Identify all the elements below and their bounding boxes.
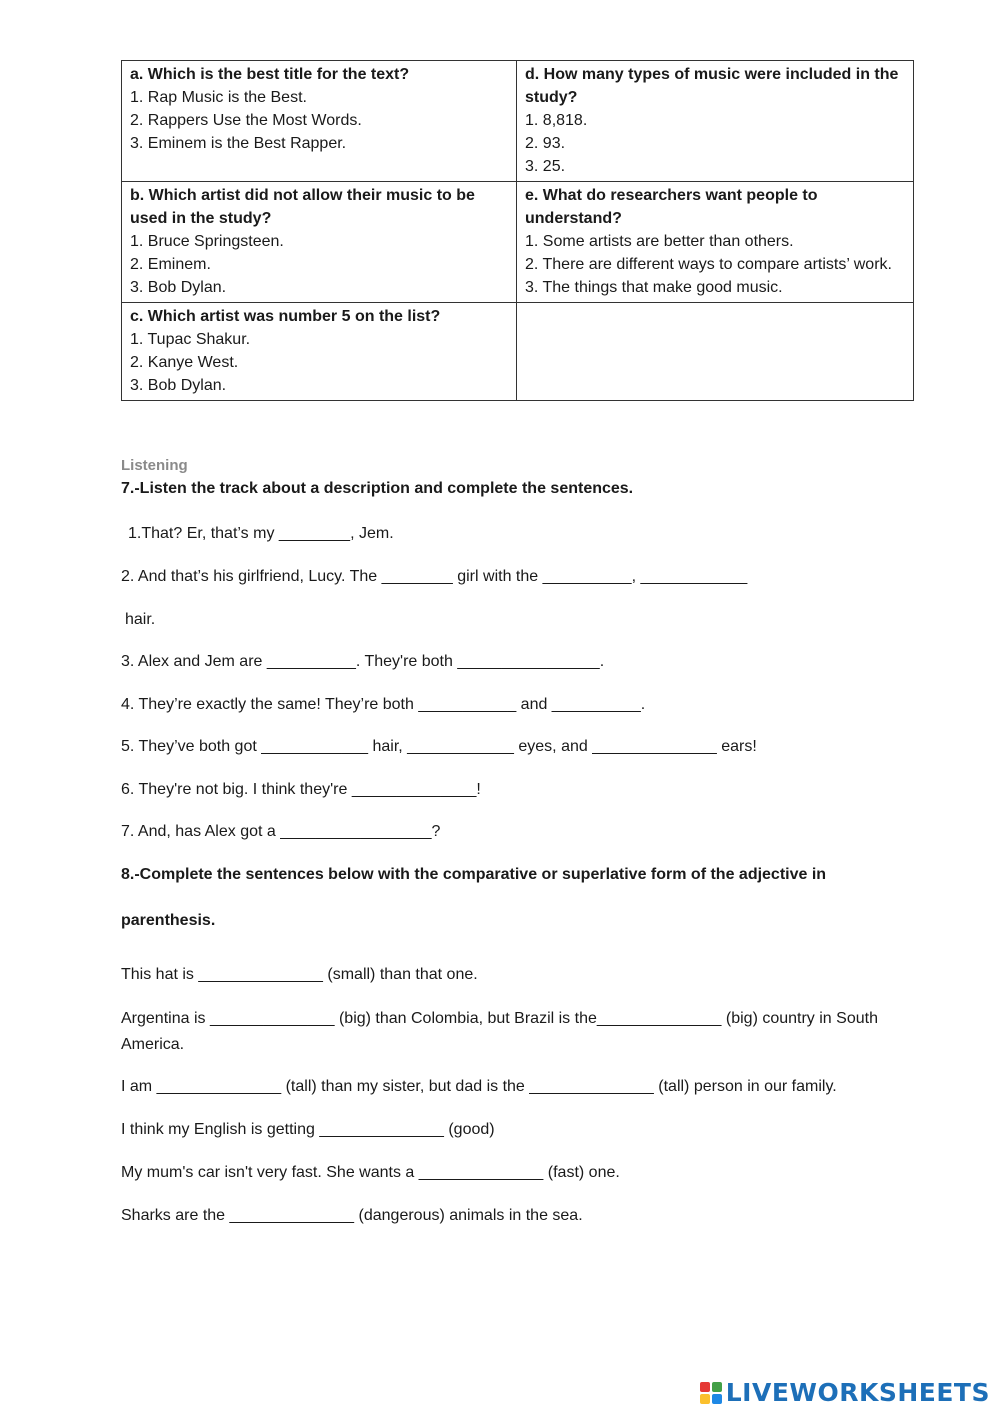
question-b-option-3: 3. Bob Dylan.: [130, 279, 227, 296]
exercise-8-instruction-continued: parenthesis.: [121, 912, 216, 929]
question-c-option-1: 1. Tupac Shakur.: [130, 331, 251, 348]
question-a-option-3: 3. Eminem is the Best Rapper.: [130, 135, 347, 152]
question-e-option-3: 3. The things that make good music.: [525, 279, 783, 296]
liveworksheets-logo-icon: [700, 1382, 722, 1404]
grammar-sentence-6: Sharks are the ______________ (dangerous) animals in the sea.: [121, 1207, 583, 1224]
grammar-sentence-5: My mum's car isn't very fast. She wants a ______________ (fast) one.: [121, 1164, 620, 1181]
question-e-cell: [517, 182, 914, 303]
listening-sentence-2-continued: hair.: [125, 611, 156, 628]
question-d: d. How many types of music were included in the study?: [525, 66, 899, 106]
grammar-sentence-1: This hat is ______________ (small) than that one.: [121, 966, 478, 983]
table-row: [122, 61, 914, 182]
grammar-sentence-3: I am ______________ (tall) than my sister, but dad is the ______________ (tall) person in our family.: [121, 1078, 837, 1095]
logo-text: LIVEWORKSHEETS: [725, 1378, 990, 1407]
listening-sentence-5: 5. They’ve both got ____________ hair, ____________ eyes, and ______________ ears!: [121, 738, 757, 755]
question-a: a. Which is the best title for the text?: [130, 66, 410, 83]
table-row: [122, 303, 914, 401]
grammar-sentence-4: I think my English is getting ______________ (good): [121, 1121, 495, 1138]
question-a-option-1: 1. Rap Music is the Best.: [130, 89, 307, 106]
question-d-option-3: 3. 25.: [525, 158, 566, 175]
reading-questions-table: [121, 60, 914, 401]
question-d-cell: [517, 61, 914, 182]
listening-sentence-7: 7. And, has Alex got a _________________?: [121, 823, 441, 840]
table-row: [122, 182, 914, 303]
question-c-option-2: 2. Kanye West.: [130, 354, 239, 371]
question-b-option-1: 1. Bruce Springsteen.: [130, 233, 284, 250]
listening-heading: Listening: [121, 457, 188, 474]
question-d-option-1: 1. 8,818.: [525, 112, 588, 129]
question-c: c. Which artist was number 5 on the list?: [130, 308, 441, 325]
exercise-7-instruction: 7.-Listen the track about a description and complete the sentences.: [121, 480, 634, 497]
question-e: e. What do researchers want people to understand?: [525, 187, 818, 227]
question-a-cell: [122, 61, 517, 182]
question-b-cell: [122, 182, 517, 303]
listening-sentence-3: 3. Alex and Jem are __________. They're both ________________.: [121, 653, 605, 670]
question-c-option-3: 3. Bob Dylan.: [130, 377, 227, 394]
grammar-sentence-2: Argentina is ______________ (big) than Colombia, but Brazil is the______________ (big) country in South America.: [121, 1010, 878, 1053]
listening-sentence-4: 4. They’re exactly the same! They’re both ___________ and __________.: [121, 696, 646, 713]
question-b: b. Which artist did not allow their music to be used in the study?: [130, 187, 475, 227]
empty-cell: [517, 303, 914, 401]
question-c-cell: [122, 303, 517, 401]
question-e-option-2: 2. There are different ways to compare artists’ work.: [525, 256, 892, 273]
liveworksheets-logo: [700, 1378, 990, 1407]
question-a-option-2: 2. Rappers Use the Most Words.: [130, 112, 362, 129]
question-e-option-1: 1. Some artists are better than others.: [525, 233, 794, 250]
question-d-option-2: 2. 93.: [525, 135, 566, 152]
listening-sentence-1: 1.That? Er, that’s my ________, Jem.: [128, 525, 394, 542]
listening-sentence-2: 2. And that’s his girlfriend, Lucy. The ________ girl with the __________, ____________: [121, 568, 748, 585]
question-b-option-2: 2. Eminem.: [130, 256, 211, 273]
listening-sentence-6: 6. They're not big. I think they're ______________!: [121, 781, 481, 798]
exercise-8-instruction: 8.-Complete the sentences below with the comparative or superlative form of the adjective in: [121, 866, 827, 883]
